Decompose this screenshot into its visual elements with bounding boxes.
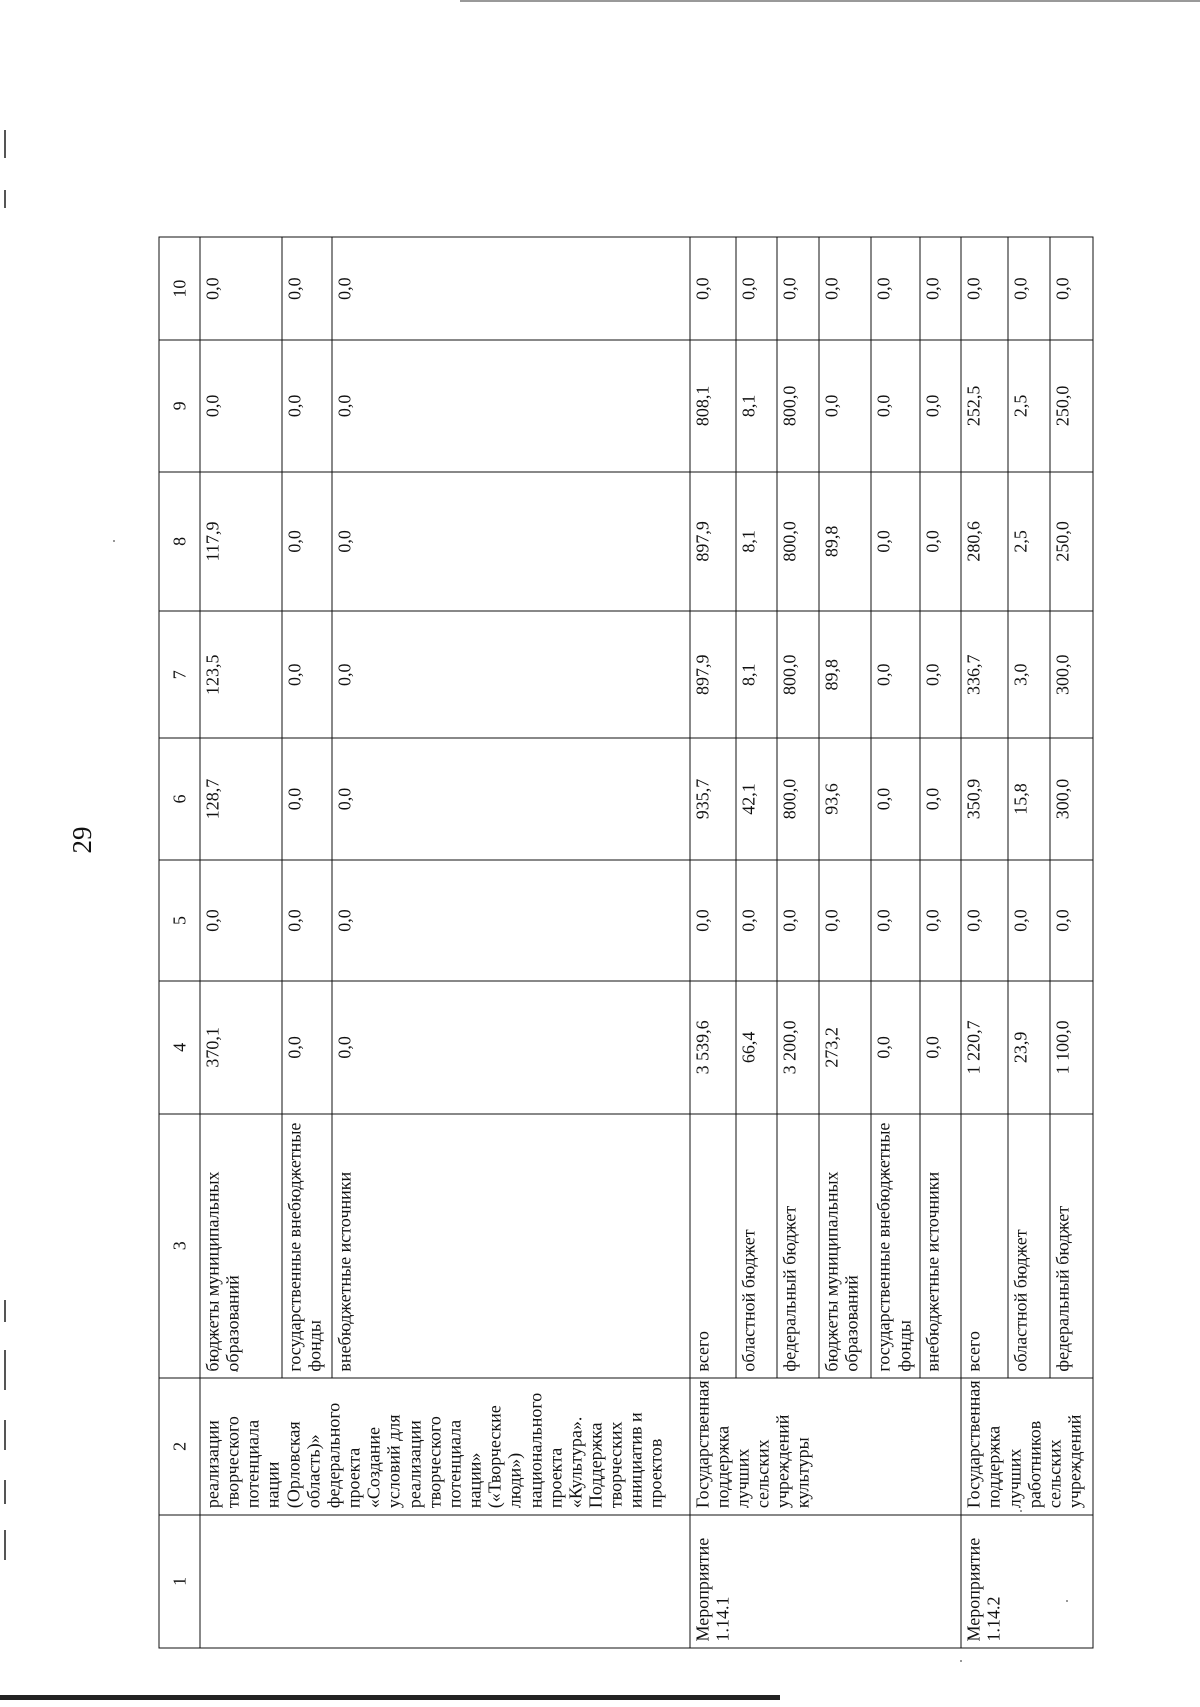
- column-header: 6: [159, 738, 200, 860]
- value-cell: 0,0: [736, 860, 778, 982]
- funding-source-cell: государственные внебюджетные фонды: [871, 1114, 919, 1379]
- funding-source-cell: федеральный бюджет: [1050, 1114, 1093, 1379]
- funding-source-cell: внебюджетные источники: [920, 1114, 962, 1379]
- value-cell: 0,0: [1008, 860, 1050, 982]
- scan-edge-line-top: [460, 0, 1200, 2]
- value-cell: 0,0: [282, 981, 332, 1113]
- value-cell: 89,8: [819, 611, 871, 738]
- column-header: 8: [159, 472, 200, 612]
- value-cell: 1 220,7: [961, 981, 1008, 1113]
- value-cell: 0,0: [920, 611, 962, 738]
- value-cell: 300,0: [1050, 611, 1093, 738]
- value-cell: 0,0: [871, 611, 919, 738]
- budget-table: [159, 237, 1094, 1649]
- value-cell: 0,0: [332, 237, 690, 340]
- value-cell: 0,0: [1008, 237, 1050, 340]
- scan-edge-marks-left: [0, 130, 12, 1570]
- value-cell: 0,0: [871, 860, 919, 982]
- value-cell: 0,0: [819, 860, 871, 982]
- value-cell: 273,2: [819, 981, 871, 1113]
- value-cell: 0,0: [282, 611, 332, 738]
- funding-source-cell: областной бюджет: [1008, 1114, 1050, 1379]
- table-row: [690, 237, 736, 1648]
- value-cell: 8,1: [736, 472, 778, 612]
- activity-description-cell: Государственная поддержка лучших работников сельских учреждений: [961, 1378, 1093, 1515]
- value-cell: 370,1: [200, 981, 282, 1113]
- column-header: 9: [159, 340, 200, 471]
- table-row: [200, 237, 282, 1648]
- column-header: 7: [159, 611, 200, 738]
- page-number: 29: [67, 826, 97, 854]
- budget-table-wrapper: [159, 237, 1094, 1649]
- value-cell: 0,0: [819, 340, 871, 471]
- funding-source-cell: бюджеты муниципальных образований: [819, 1114, 871, 1379]
- activity-cell: [200, 1515, 690, 1648]
- value-cell: 0,0: [920, 738, 962, 860]
- column-header: 2: [159, 1378, 200, 1515]
- value-cell: 2,5: [1008, 472, 1050, 612]
- value-cell: 0,0: [332, 860, 690, 982]
- value-cell: 0,0: [200, 237, 282, 340]
- value-cell: 897,9: [690, 611, 736, 738]
- column-header: 4: [159, 981, 200, 1113]
- funding-source-cell: федеральный бюджет: [777, 1114, 819, 1379]
- value-cell: 128,7: [200, 738, 282, 860]
- value-cell: 0,0: [282, 472, 332, 612]
- activity-cell: Мероприятие 1.14.1: [690, 1515, 962, 1648]
- value-cell: 0,0: [332, 738, 690, 860]
- value-cell: 0,0: [920, 237, 962, 340]
- activity-cell: Мероприятие 1.14.2: [961, 1515, 1093, 1648]
- value-cell: 1 100,0: [1050, 981, 1093, 1113]
- value-cell: 8,1: [736, 340, 778, 471]
- value-cell: 800,0: [777, 738, 819, 860]
- value-cell: 0,0: [777, 237, 819, 340]
- value-cell: 0,0: [871, 738, 919, 860]
- activity-description-cell: Государственная поддержка лучших сельских учреждений культуры: [690, 1378, 962, 1515]
- value-cell: 93,6: [819, 738, 871, 860]
- funding-source-cell: государственные внебюджетные фонды: [282, 1114, 332, 1379]
- value-cell: 66,4: [736, 981, 778, 1113]
- table-header-row: [159, 237, 200, 1648]
- value-cell: 0,0: [200, 340, 282, 471]
- funding-source-cell: всего: [690, 1114, 736, 1379]
- value-cell: 800,0: [777, 340, 819, 471]
- funding-source-cell: внебюджетные источники: [332, 1114, 690, 1379]
- column-header: 3: [159, 1114, 200, 1379]
- value-cell: 0,0: [961, 237, 1008, 340]
- value-cell: 15,8: [1008, 738, 1050, 860]
- value-cell: 0,0: [920, 472, 962, 612]
- value-cell: 3,0: [1008, 611, 1050, 738]
- value-cell: 0,0: [200, 860, 282, 982]
- value-cell: 0,0: [1050, 860, 1093, 982]
- value-cell: 0,0: [332, 611, 690, 738]
- scan-edge-line-bottom: [0, 1695, 780, 1700]
- value-cell: 0,0: [871, 340, 919, 471]
- value-cell: 3 539,6: [690, 981, 736, 1113]
- value-cell: 0,0: [920, 981, 962, 1113]
- value-cell: 0,0: [961, 860, 1008, 982]
- value-cell: 0,0: [332, 340, 690, 471]
- table-row: [961, 237, 1008, 1648]
- value-cell: 800,0: [777, 472, 819, 612]
- value-cell: 123,5: [200, 611, 282, 738]
- value-cell: 336,7: [961, 611, 1008, 738]
- value-cell: 935,7: [690, 738, 736, 860]
- value-cell: 89,8: [819, 472, 871, 612]
- column-header: 10: [159, 237, 200, 340]
- value-cell: 0,0: [282, 860, 332, 982]
- value-cell: 0,0: [282, 340, 332, 471]
- value-cell: 300,0: [1050, 738, 1093, 860]
- value-cell: 0,0: [690, 237, 736, 340]
- value-cell: 250,0: [1050, 340, 1093, 471]
- value-cell: 250,0: [1050, 472, 1093, 612]
- value-cell: 42,1: [736, 738, 778, 860]
- value-cell: 3 200,0: [777, 981, 819, 1113]
- value-cell: 0,0: [736, 237, 778, 340]
- value-cell: 0,0: [871, 472, 919, 612]
- value-cell: 0,0: [1050, 237, 1093, 340]
- value-cell: 2,5: [1008, 340, 1050, 471]
- funding-source-cell: бюджеты муниципальных образований: [200, 1114, 282, 1379]
- funding-source-cell: всего: [961, 1114, 1008, 1379]
- column-header: 5: [159, 860, 200, 982]
- value-cell: 350,9: [961, 738, 1008, 860]
- value-cell: 8,1: [736, 611, 778, 738]
- scan-speck: [113, 540, 115, 542]
- column-header: 1: [159, 1515, 200, 1648]
- value-cell: 117,9: [200, 472, 282, 612]
- value-cell: 0,0: [871, 981, 919, 1113]
- value-cell: 0,0: [690, 860, 736, 982]
- activity-description-cell: реализации творческого потенциала нации (Орловская область)» федерального проекта «Создание условий для реализации творческого потенциала нации» («Творческие люди») национального проекта «Культура». Поддержка творческих инициатив и проектов: [200, 1378, 690, 1515]
- value-cell: 252,5: [961, 340, 1008, 471]
- value-cell: 23,9: [1008, 981, 1050, 1113]
- value-cell: 0,0: [282, 237, 332, 340]
- scan-speck: [960, 1660, 962, 1662]
- value-cell: 808,1: [690, 340, 736, 471]
- value-cell: 280,6: [961, 472, 1008, 612]
- value-cell: 0,0: [920, 860, 962, 982]
- value-cell: 0,0: [332, 981, 690, 1113]
- value-cell: 0,0: [282, 738, 332, 860]
- value-cell: 800,0: [777, 611, 819, 738]
- value-cell: 897,9: [690, 472, 736, 612]
- value-cell: 0,0: [819, 237, 871, 340]
- value-cell: 0,0: [920, 340, 962, 471]
- value-cell: 0,0: [871, 237, 919, 340]
- funding-source-cell: областной бюджет: [736, 1114, 778, 1379]
- value-cell: 0,0: [332, 472, 690, 612]
- value-cell: 0,0: [777, 860, 819, 982]
